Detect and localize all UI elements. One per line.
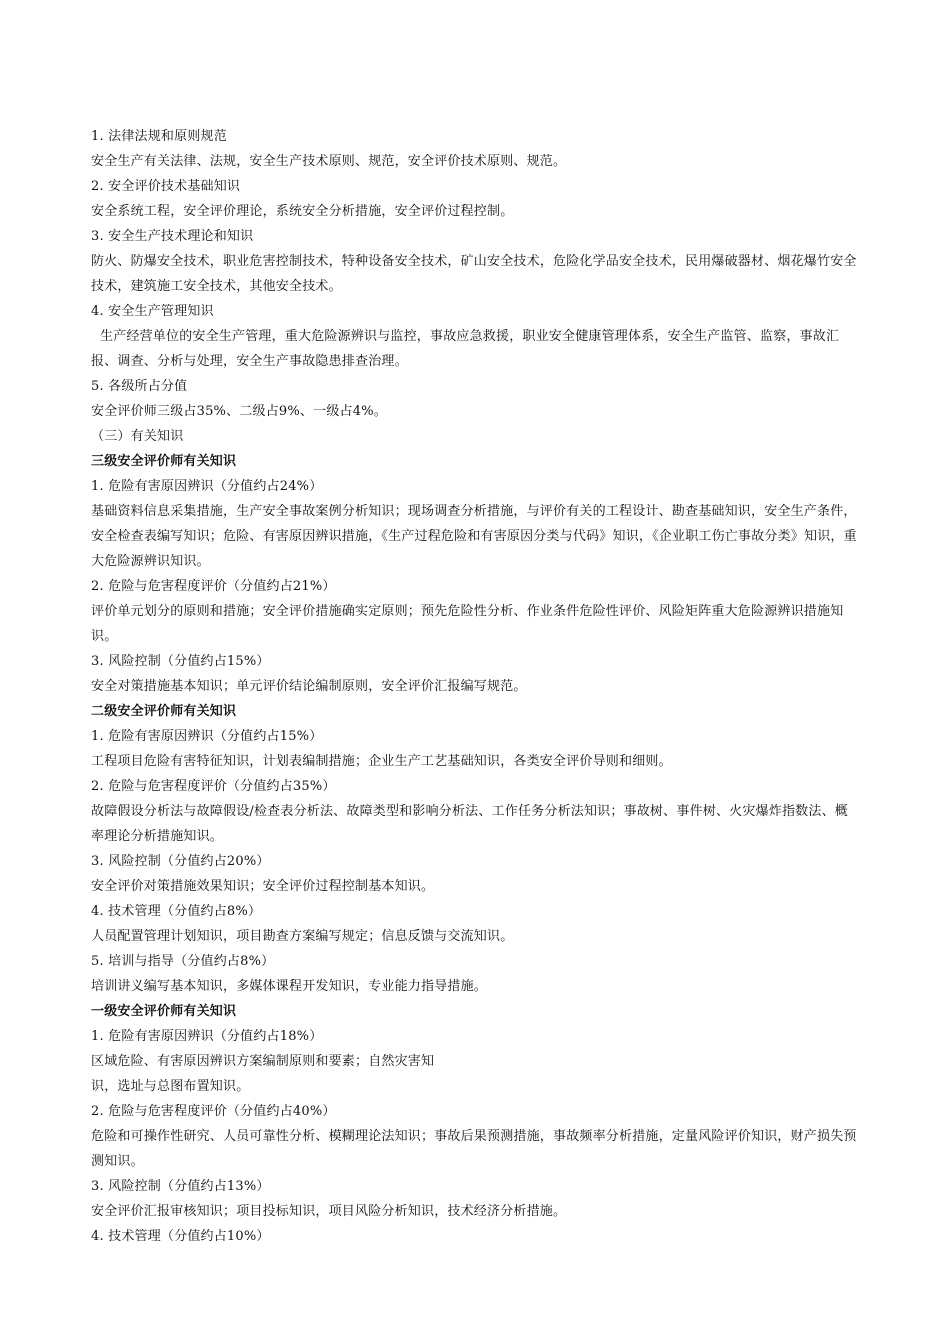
section-heading: 2. 危险与危害程度评价（分值约占35%） <box>91 779 336 794</box>
level-heading-3: 三级安全评价师有关知识 <box>91 454 237 469</box>
section-heading: 4. 安全生产管理知识 <box>91 304 214 319</box>
level-heading-1: 一级安全评价师有关知识 <box>91 1004 237 1019</box>
section-heading: 3. 安全生产技术理论和知识 <box>91 229 254 244</box>
section-heading: 5. 各级所占分值 <box>91 379 188 394</box>
body-text: 安全评价汇报审核知识；项目投标知识，项目风险分析知识，技术经济分析措施。 <box>91 1204 567 1219</box>
section-heading: 3. 风险控制（分值约占15%） <box>91 654 270 669</box>
body-text: 识，选址与总图布置知识。 <box>91 1079 250 1094</box>
section-heading: 3. 风险控制（分值约占13%） <box>91 1179 270 1194</box>
section-heading: 1. 危险有害原因辨识（分值约占15%） <box>91 729 323 744</box>
section-heading: 2. 危险与危害程度评价（分值约占21%） <box>91 579 336 594</box>
body-paragraph: 评价单元划分的原则和措施；安全评价措施确实定原则；预先危险性分析、作业条件危险性评价、风险矩阵重大危险源辨识措施知识。 <box>91 604 844 644</box>
body-text: 安全评价对策措施效果知识；安全评价过程控制基本知识。 <box>91 879 435 894</box>
body-paragraph: 防火、防爆安全技术，职业危害控制技术，特种设备安全技术，矿山安全技术，危险化学品安全技术，民用爆破器材、烟花爆竹安全技术，建筑施工安全技术，其他安全技术。 <box>91 254 857 294</box>
body-text: 安全生产有关法律、法规，安全生产技术原则、规范，安全评价技术原则、规范。 <box>91 154 567 169</box>
section-heading: 2. 危险与危害程度评价（分值约占40%） <box>91 1104 336 1119</box>
body-text: 安全对策措施基本知识；单元评价结论编制原则，安全评价汇报编写规范。 <box>91 679 527 694</box>
section-heading: 4. 技术管理（分值约占10%） <box>91 1229 270 1244</box>
level-heading-2: 二级安全评价师有关知识 <box>91 704 237 719</box>
section-heading: 4. 技术管理（分值约占8%） <box>91 904 262 919</box>
body-text: 培训讲义编写基本知识，多媒体课程开发知识，专业能力指导措施。 <box>91 979 488 994</box>
section-heading: 2. 安全评价技术基础知识 <box>91 179 241 194</box>
body-paragraph: 基础资料信息采集措施，生产安全事故案例分析知识；现场调查分析措施，与评价有关的工程设计、勘查基础知识，安全生产条件，安全检查表编写知识；危险、有害原因辨识措施，《生产过程危险和有害原因分类与代码》知识，《企业职工伤亡事故分类》知识，重大危险源辨识知识。 <box>91 504 857 569</box>
subsection-heading: （三）有关知识 <box>91 429 184 444</box>
section-heading: 5. 培训与指导（分值约占8%） <box>91 954 275 969</box>
body-paragraph: 生产经营单位的安全生产管理，重大危险源辨识与监控，事故应急救援，职业安全健康管理体系，安全生产监管、监察，事故汇报、调查、分析与处理，安全生产事故隐患排查治理。 <box>91 329 840 369</box>
body-text: 安全评价师三级占35%、二级占9%、一级占4%。 <box>91 404 387 419</box>
body-paragraph: 危险和可操作性研究、人员可靠性分析、模糊理论法知识；事故后果预测措施，事故频率分析措施，定量风险评价知识，财产损失预测知识。 <box>91 1129 857 1169</box>
body-text: 区域危险、有害原因辨识方案编制原则和要素；自然灾害知 <box>91 1054 435 1069</box>
body-text: 工程项目危险有害特征知识，计划表编制措施；企业生产工艺基础知识，各类安全评价导则和细则。 <box>91 754 672 769</box>
body-paragraph: 故障假设分析法与故障假设/检查表分析法、故障类型和影响分析法、工作任务分析法知识；事故树、事件树、火灾爆炸指数法、概率理论分析措施知识。 <box>91 804 848 844</box>
section-heading: 3. 风险控制（分值约占20%） <box>91 854 270 869</box>
body-text: 人员配置管理计划知识，项目勘查方案编写规定；信息反馈与交流知识。 <box>91 929 514 944</box>
section-heading: 1. 危险有害原因辨识（分值约占24%） <box>91 479 323 494</box>
section-heading: 1. 法律法规和原则规范 <box>91 129 227 144</box>
document-page <box>91 124 861 1249</box>
section-heading: 1. 危险有害原因辨识（分值约占18%） <box>91 1029 323 1044</box>
body-text: 安全系统工程，安全评价理论，系统安全分析措施，安全评价过程控制。 <box>91 204 514 219</box>
